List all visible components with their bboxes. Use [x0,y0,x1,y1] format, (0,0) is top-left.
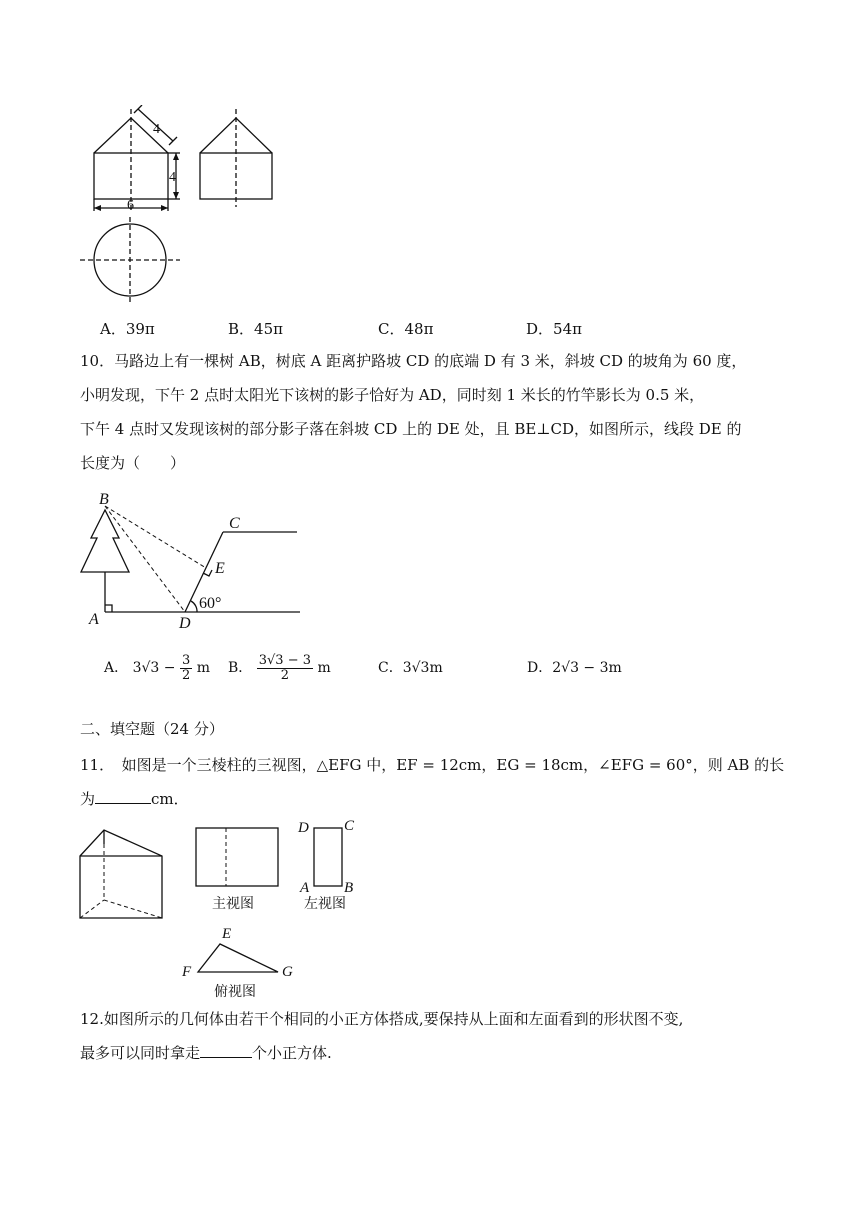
q11-prism-figure [74,814,364,1004]
q11-line-2: 为 cm． [80,790,189,808]
q11-left-view-caption: 左视图 [304,897,346,912]
q9-option-c: C．48π [378,320,434,338]
q11-top-view-caption: 俯视图 [214,985,256,1000]
q10-line-3: 下午 4 点时又发现该树的部分影子落在斜坡 CD 上的 DE 处，且 BE⊥CD，如图所示，线段 DE 的 [80,420,742,438]
q10-option-a: A． 3√3 − $\frac{3}{2}$ m [104,652,210,683]
q11-label-d: D [298,820,309,836]
q9-option-d: D．54π [526,320,582,338]
q10-option-b-fraction: $\frac{3√3 - 3}{2}$ [258,652,312,683]
q10-label-d: D [179,615,191,630]
q9-option-a: A．39π [100,320,155,338]
q10-line-4: 长度为（ ） [80,454,186,472]
q10-label-e: E [215,560,225,577]
q9-dim-slant: 4 [153,122,160,137]
q9-dim-width: 6 [127,198,134,213]
q11-label-e: E [222,926,232,942]
q11-label-c: C [344,818,355,834]
q11-label-b: B [344,880,354,896]
q10-label-a: A [89,611,99,628]
q12-answer-blank [200,1043,252,1058]
q10-angle-label: 60° [199,595,222,612]
q9-three-view-figure [70,105,300,310]
q11-line-1: 11． 如图是一个三棱柱的三视图，△EFG 中，EF = 12cm，EG = 18cm，∠EFG = 60°，则 AB 的长 [80,756,785,774]
q10-label-c: C [229,515,240,532]
q11-answer-blank [95,789,151,804]
q9-option-b: B．45π [228,320,283,338]
q10-option-a-fraction: $\frac{3}{2}$ [181,652,191,683]
q11-label-g: G [282,964,293,980]
q11-front-view-caption: 主视图 [212,897,254,912]
q10-label-b: B [99,491,109,508]
q10-option-d: D．2√3 − 3m [527,660,622,676]
q10-line-1: 10．马路边上有一棵树 AB，树底 A 距离护路坡 CD 的底端 D 有 3 米，斜坡 CD 的坡角为 60 度， [80,352,747,370]
q10-line-2: 小明发现，下午 2 点时太阳光下该树的影子恰好为 AD，同时刻 1 米长的竹竿影长为 0.5 米， [80,386,705,404]
q10-option-b: B． $\frac{3√3 - 3}{2}$ m [228,652,331,683]
q9-dim-height: 4 [169,170,176,185]
section-heading: 二、填空题（24 分） [80,720,224,738]
q10-slope-figure [75,488,305,630]
q10-option-c: C．3√3m [378,660,443,676]
q11-label-f: F [182,964,192,980]
q12-line-1: 12.如图所示的几何体由若干个相同的小正方体搭成,要保持从上面和左面看到的形状图不变, [80,1010,684,1028]
q12-line-2: 最多可以同时拿走 个小正方体. [80,1044,332,1062]
q11-label-a: A [300,880,310,896]
